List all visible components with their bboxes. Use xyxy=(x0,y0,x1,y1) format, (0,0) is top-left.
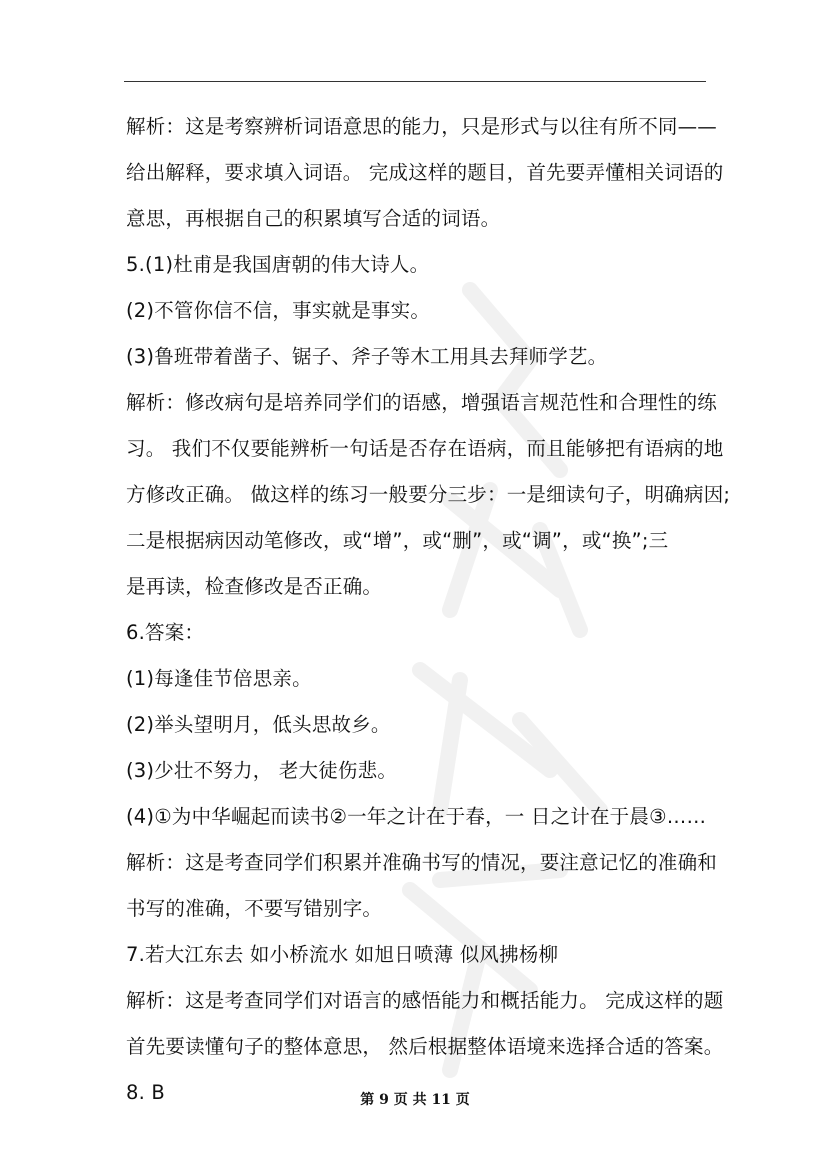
answer-line: (4)①为中华崛起而读书②一年之计在于春，一 日之计在于晨③…… xyxy=(126,805,707,828)
analysis-paragraph-line: 解析：这是考查同学们积累并准确书写的情况，要注意记忆的准确和 xyxy=(126,851,718,874)
page-number: 第 9 页 共 11 页 xyxy=(360,1092,470,1108)
answer-line: (3)少壮不努力， 老大徒伤悲。 xyxy=(126,759,398,782)
analysis-paragraph-line: 解析：这是考查同学们对语言的感悟能力和概括能力。 完成这样的题 xyxy=(126,989,724,1012)
analysis-paragraph-line: 首先要读懂句子的整体意思， 然后根据整体语境来选择合适的答案。 xyxy=(126,1035,724,1058)
answer-line: 7.若大江东去 如小桥流水 如旭日喷薄 似风拂杨柳 xyxy=(126,943,559,966)
analysis-paragraph-line: 意思，再根据自己的积累填写合适的词语。 xyxy=(126,207,501,230)
analysis-paragraph-line: 解析：修改病句是培养同学们的语感，增强语言规范性和合理性的练 xyxy=(126,391,718,414)
answer-line: (2)不管你信不信，事实就是事实。 xyxy=(126,299,431,322)
document-body xyxy=(126,104,731,1116)
analysis-paragraph-line: 书写的准确，不要写错别字。 xyxy=(126,897,383,920)
analysis-paragraph-line: 解析：这是考察辨析词语意思的能力，只是形式与以往有所不同—— xyxy=(126,115,718,138)
answer-line: (1)每逢佳节倍思亲。 xyxy=(126,667,312,690)
analysis-paragraph-line: 是再读，检查修改是否正确。 xyxy=(126,575,383,598)
analysis-paragraph-line: 习。 我们不仅要能辨析一句话是否存在语病，而且能够把有语病的地 xyxy=(126,437,724,460)
analysis-paragraph-line: 方修改正确。 做这样的练习一般要分三步：一是细读句子，明确病因; xyxy=(126,483,731,506)
answer-heading: 6.答案： xyxy=(126,621,205,644)
answer-line: 8. B xyxy=(126,1081,165,1104)
answer-line: 5.(1)杜甫是我国唐朝的伟大诗人。 xyxy=(126,253,430,276)
answer-line: (3)鲁班带着凿子、锯子、斧子等木工用具去拜师学艺。 xyxy=(126,345,608,368)
answer-line: (2)举头望明月，低头思故乡。 xyxy=(126,713,391,736)
header-rule xyxy=(124,81,706,82)
analysis-paragraph-line: 给出解释，要求填入词语。 完成这样的题目，首先要弄懂相关词语的 xyxy=(126,161,724,184)
analysis-paragraph-line: 二是根据病因动笔修改，或“增”，或“删”，或“调”，或“换”;三 xyxy=(126,529,669,552)
